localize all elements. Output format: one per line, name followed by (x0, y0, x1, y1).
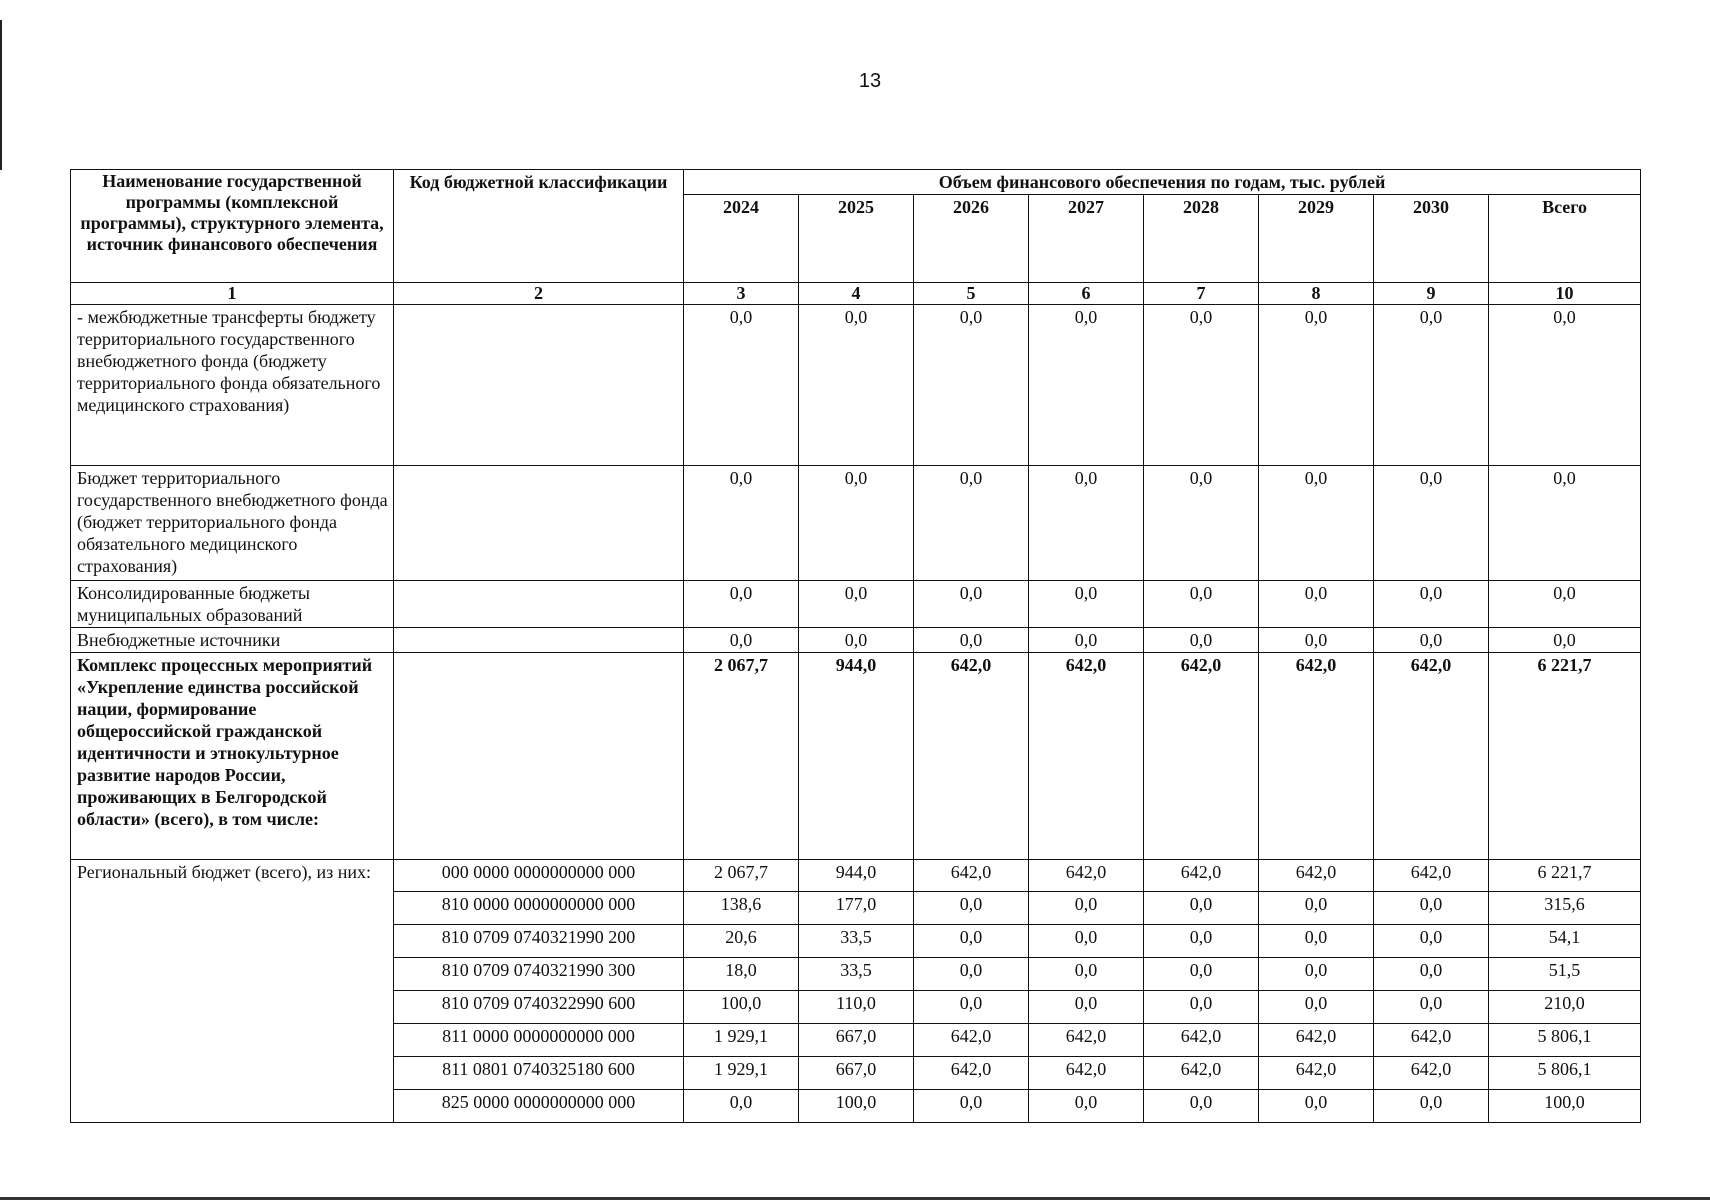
value-cell: 642,0 (1144, 1024, 1259, 1057)
value-cell: 0,0 (914, 925, 1029, 958)
value-cell: 642,0 (1374, 860, 1489, 892)
row-code: 810 0709 0740322990 600 (394, 991, 684, 1024)
value-cell: 2 067,7 (684, 860, 799, 892)
row-code: 810 0000 0000000000 000 (394, 892, 684, 925)
column-number: 2 (394, 283, 684, 305)
value-cell: 642,0 (1259, 1024, 1374, 1057)
header-total: Всего (1489, 195, 1641, 283)
total-cell: 54,1 (1489, 925, 1641, 958)
row-name: - межбюджетные трансферты бюджету территориального государственного внебюджетного фонда (бюджету территориального фонда обязательного медицинского страхования) (71, 305, 394, 466)
value-cell: 0,0 (1374, 466, 1489, 581)
total-cell: 210,0 (1489, 991, 1641, 1024)
total-cell: 6 221,7 (1489, 860, 1641, 892)
value-cell: 0,0 (1374, 991, 1489, 1024)
value-cell: 0,0 (1259, 925, 1374, 958)
value-cell: 0,0 (1374, 628, 1489, 653)
value-cell: 0,0 (1029, 991, 1144, 1024)
row-code (394, 305, 684, 466)
value-cell: 0,0 (1374, 892, 1489, 925)
value-cell: 642,0 (1374, 1057, 1489, 1090)
header-year: 2028 (1144, 195, 1259, 283)
value-cell: 33,5 (799, 958, 914, 991)
value-cell: 667,0 (799, 1057, 914, 1090)
table-row (71, 628, 1641, 653)
value-cell: 177,0 (799, 892, 914, 925)
table-row (71, 581, 1641, 628)
column-number: 1 (71, 283, 394, 305)
value-cell: 0,0 (684, 1090, 799, 1123)
column-number: 8 (1259, 283, 1374, 305)
value-cell: 0,0 (1029, 1090, 1144, 1123)
value-cell: 0,0 (1374, 305, 1489, 466)
value-cell: 0,0 (684, 466, 799, 581)
header-volume: Объем финансового обеспечения по годам, тыс. рублей (684, 170, 1641, 195)
column-number: 3 (684, 283, 799, 305)
value-cell: 642,0 (1029, 1024, 1144, 1057)
header-year: 2026 (914, 195, 1029, 283)
value-cell: 642,0 (1029, 1057, 1144, 1090)
row-code: 811 0000 0000000000 000 (394, 1024, 684, 1057)
header-code: Код бюджетной классификации (394, 170, 684, 283)
financing-table (70, 169, 1641, 1123)
value-cell: 0,0 (799, 581, 914, 628)
row-code: 811 0801 0740325180 600 (394, 1057, 684, 1090)
value-cell: 0,0 (799, 466, 914, 581)
value-cell: 20,6 (684, 925, 799, 958)
total-cell: 100,0 (1489, 1090, 1641, 1123)
total-cell: 0,0 (1489, 628, 1641, 653)
value-cell: 0,0 (1374, 958, 1489, 991)
total-cell: 0,0 (1489, 466, 1641, 581)
header-year: 2024 (684, 195, 799, 283)
header-year: 2027 (1029, 195, 1144, 283)
value-cell: 2 067,7 (684, 653, 799, 860)
value-cell: 642,0 (1144, 860, 1259, 892)
total-cell: 5 806,1 (1489, 1024, 1641, 1057)
value-cell: 0,0 (914, 305, 1029, 466)
value-cell: 0,0 (1029, 958, 1144, 991)
value-cell: 0,0 (1259, 1090, 1374, 1123)
header-year: 2030 (1374, 195, 1489, 283)
header-name: Наименование государственной программы (комплексной программы), структурного элемента, источник финансового обеспечения (71, 170, 394, 283)
value-cell: 944,0 (799, 860, 914, 892)
row-name: Бюджет территориального государственного внебюджетного фонда (бюджет территориального фонда обязательного медицинского страхования) (71, 466, 394, 581)
value-cell: 100,0 (684, 991, 799, 1024)
value-cell: 0,0 (799, 628, 914, 653)
row-name: Внебюджетные источники (71, 628, 394, 653)
value-cell: 0,0 (684, 305, 799, 466)
value-cell: 944,0 (799, 653, 914, 860)
value-cell: 0,0 (1259, 892, 1374, 925)
value-cell: 642,0 (1144, 1057, 1259, 1090)
row-code (394, 628, 684, 653)
value-cell: 642,0 (1374, 1024, 1489, 1057)
value-cell: 110,0 (799, 991, 914, 1024)
value-cell: 0,0 (914, 581, 1029, 628)
value-cell: 0,0 (1259, 628, 1374, 653)
row-name: Комплекс процессных мероприятий «Укрепление единства российской нации, формирование общероссийской гражданской идентичности и этнокультурное развитие народов России, проживающих в Белгородской области» (всего), в том числе: (71, 653, 394, 860)
value-cell: 0,0 (1374, 581, 1489, 628)
value-cell: 642,0 (914, 1024, 1029, 1057)
header-year: 2029 (1259, 195, 1374, 283)
table-row (71, 305, 1641, 466)
value-cell: 642,0 (1144, 653, 1259, 860)
value-cell: 0,0 (1259, 581, 1374, 628)
value-cell: 642,0 (914, 860, 1029, 892)
value-cell: 0,0 (1144, 925, 1259, 958)
column-number: 5 (914, 283, 1029, 305)
column-number: 10 (1489, 283, 1641, 305)
value-cell: 138,6 (684, 892, 799, 925)
value-cell: 0,0 (1144, 892, 1259, 925)
value-cell: 0,0 (1144, 628, 1259, 653)
value-cell: 0,0 (914, 892, 1029, 925)
value-cell: 642,0 (1259, 1057, 1374, 1090)
value-cell: 642,0 (914, 653, 1029, 860)
value-cell: 0,0 (914, 991, 1029, 1024)
value-cell: 0,0 (914, 1090, 1029, 1123)
value-cell: 667,0 (799, 1024, 914, 1057)
value-cell: 0,0 (1259, 466, 1374, 581)
row-code: 825 0000 0000000000 000 (394, 1090, 684, 1123)
value-cell: 0,0 (1374, 925, 1489, 958)
value-cell: 0,0 (1374, 1090, 1489, 1123)
table-row (71, 860, 1641, 892)
total-cell: 0,0 (1489, 305, 1641, 466)
value-cell: 33,5 (799, 925, 914, 958)
column-number: 4 (799, 283, 914, 305)
value-cell: 642,0 (1259, 653, 1374, 860)
value-cell: 0,0 (1144, 305, 1259, 466)
column-number: 7 (1144, 283, 1259, 305)
value-cell: 0,0 (1144, 1090, 1259, 1123)
regional-budget-name: Региональный бюджет (всего), из них: (71, 860, 394, 1123)
table-row (71, 653, 1641, 860)
row-code: 000 0000 0000000000 000 (394, 860, 684, 892)
value-cell: 0,0 (914, 958, 1029, 991)
total-cell: 6 221,7 (1489, 653, 1641, 860)
row-code (394, 581, 684, 628)
value-cell: 0,0 (1144, 466, 1259, 581)
value-cell: 0,0 (684, 628, 799, 653)
header-year: 2025 (799, 195, 914, 283)
value-cell: 0,0 (1259, 991, 1374, 1024)
value-cell: 0,0 (799, 305, 914, 466)
row-code: 810 0709 0740321990 200 (394, 925, 684, 958)
column-number: 9 (1374, 283, 1489, 305)
row-code: 810 0709 0740321990 300 (394, 958, 684, 991)
total-cell: 315,6 (1489, 892, 1641, 925)
value-cell: 642,0 (1374, 653, 1489, 860)
row-code (394, 466, 684, 581)
scan-left-edge (0, 20, 2, 170)
total-cell: 0,0 (1489, 581, 1641, 628)
value-cell: 0,0 (914, 628, 1029, 653)
value-cell: 1 929,1 (684, 1024, 799, 1057)
row-code (394, 653, 684, 860)
row-name: Консолидированные бюджеты муниципальных образований (71, 581, 394, 628)
value-cell: 18,0 (684, 958, 799, 991)
value-cell: 0,0 (1029, 305, 1144, 466)
value-cell: 0,0 (1029, 925, 1144, 958)
value-cell: 0,0 (1029, 892, 1144, 925)
value-cell: 642,0 (1259, 860, 1374, 892)
page-number: 13 (858, 70, 882, 92)
value-cell: 0,0 (1144, 958, 1259, 991)
value-cell: 0,0 (1144, 991, 1259, 1024)
total-cell: 5 806,1 (1489, 1057, 1641, 1090)
value-cell: 0,0 (1259, 305, 1374, 466)
value-cell: 100,0 (799, 1090, 914, 1123)
value-cell: 0,0 (1029, 628, 1144, 653)
total-cell: 51,5 (1489, 958, 1641, 991)
value-cell: 0,0 (914, 466, 1029, 581)
value-cell: 642,0 (1029, 653, 1144, 860)
value-cell: 0,0 (1029, 581, 1144, 628)
value-cell: 1 929,1 (684, 1057, 799, 1090)
table-row (71, 466, 1641, 581)
column-number: 6 (1029, 283, 1144, 305)
value-cell: 0,0 (684, 581, 799, 628)
value-cell: 0,0 (1259, 958, 1374, 991)
value-cell: 642,0 (1029, 860, 1144, 892)
value-cell: 0,0 (1029, 466, 1144, 581)
value-cell: 0,0 (1144, 581, 1259, 628)
value-cell: 642,0 (914, 1057, 1029, 1090)
